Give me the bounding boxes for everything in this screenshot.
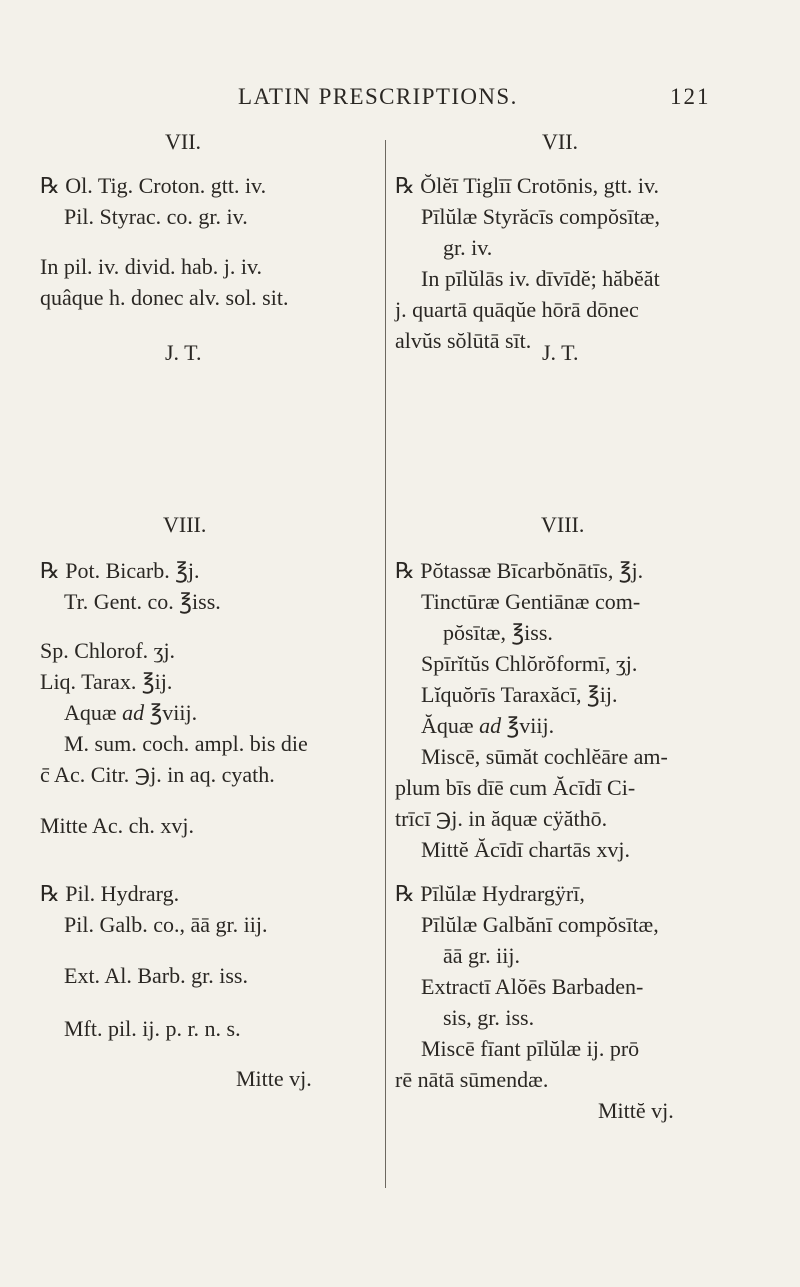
- right-vii-signature: J. T.: [542, 340, 579, 365]
- right-viii-line: Mittĕ vj.: [598, 1098, 674, 1123]
- right-viii-line: Pīlŭlæ Galbănī compŏsītæ,: [421, 912, 659, 937]
- right-viii-line: Miscē fīant pīlŭlæ ij. prō: [421, 1036, 640, 1061]
- left-viii-line: M. sum. coch. ampl. bis die: [64, 731, 308, 756]
- ad-word: ad: [122, 700, 145, 725]
- right-column: [386, 0, 800, 1287]
- left-vii-line: In pil. iv. divid. hab. j. iv.: [40, 254, 263, 279]
- quantity-text: ℥viij.: [506, 713, 555, 738]
- right-vii-line: ℞ Ŏlĕī Tiglīī Crotōnis, gtt. iv.: [395, 173, 660, 198]
- left-viii-line: c̄ Ac. Citr. ℈j. in aq. cyath.: [40, 762, 275, 787]
- right-viii-line: sis, gr. iss.: [443, 1005, 535, 1030]
- left-viii-line: Mitte vj.: [236, 1066, 312, 1091]
- right-vii-line: In pīlŭlās iv. dīvīdĕ; hăbĕăt: [421, 266, 660, 291]
- aquae-word: Ăquæ: [421, 713, 474, 738]
- right-viii-line: Spīrĭtŭs Chlŏrŏformī, ʒj.: [421, 651, 638, 676]
- right-viii-line: ℞ Pīlŭlæ Hydrargÿrī,: [395, 881, 585, 906]
- left-viii-line: [64, 699, 197, 726]
- right-vii-line: j. quartā quāqŭe hōrā dōnec: [395, 297, 639, 322]
- left-viii-line: Liq. Tarax. ℥ij.: [40, 669, 173, 694]
- left-viii-line: Ext. Al. Barb. gr. iss.: [64, 963, 248, 988]
- right-vii-line: alvŭs sŏlūtā sīt.: [395, 328, 532, 353]
- left-viii-line: Mft. pil. ij. p. r. n. s.: [64, 1016, 241, 1041]
- right-viii-line: Miscē, sūmăt cochlĕāre am-: [421, 744, 668, 769]
- left-viii-line: Pil. Galb. co., āā gr. iij.: [64, 912, 268, 937]
- running-title: LATIN PRESCRIPTIONS.: [238, 84, 518, 109]
- left-vii-line: ℞ Ol. Tig. Croton. gtt. iv.: [40, 173, 267, 198]
- right-viii-line: trīcī ℈j. in ăquæ cÿăthō.: [395, 806, 608, 831]
- page-number: 121: [670, 84, 711, 109]
- left-viii-line: Tr. Gent. co. ℥iss.: [64, 589, 221, 614]
- right-viii-line: Mittĕ Ăcīdī chartās xvj.: [421, 837, 630, 862]
- right-vii-line: gr. iv.: [443, 235, 493, 260]
- right-viii-line: Lĭquŏrīs Taraxăcī, ℥ij.: [421, 682, 618, 707]
- left-viii-line: ℞ Pil. Hydrarg.: [40, 881, 180, 906]
- right-viii-line: plum bīs dīē cum Ăcīdī Ci-: [395, 775, 636, 800]
- aquae-word: Aquæ: [64, 700, 117, 725]
- left-vii-line: quâque h. donec alv. sol. sit.: [40, 285, 289, 310]
- left-vii-heading: VII.: [165, 129, 202, 154]
- right-viii-line: Tinctūræ Gentiānæ com-: [421, 589, 641, 614]
- left-vii-line: Pil. Styrac. co. gr. iv.: [64, 204, 248, 229]
- ad-word: ad: [479, 713, 502, 738]
- left-viii-line: Mitte Ac. ch. xvj.: [40, 813, 194, 838]
- left-viii-line: ℞ Pot. Bicarb. ℥j.: [40, 558, 200, 583]
- right-viii-line: [421, 712, 554, 739]
- right-viii-heading: VIII.: [541, 512, 585, 537]
- right-vii-heading: VII.: [542, 129, 579, 154]
- left-column: [0, 0, 384, 1287]
- right-viii-line: rē nātā sūmendæ.: [395, 1067, 549, 1092]
- right-viii-line: āā gr. iij.: [443, 943, 520, 968]
- quantity-text: ℥viij.: [149, 700, 198, 725]
- left-vii-signature: J. T.: [165, 340, 202, 365]
- right-viii-line: ℞ Pŏtassæ Bīcarbŏnātīs, ℥j.: [395, 558, 644, 583]
- left-viii-line: Sp. Chlorof. ʒj.: [40, 638, 176, 663]
- right-viii-line: pŏsītæ, ℥iss.: [443, 620, 553, 645]
- right-vii-line: Pīlŭlæ Styrăcīs compŏsītæ,: [421, 204, 660, 229]
- left-viii-heading: VIII.: [163, 512, 207, 537]
- right-viii-line: Extractī Alŏēs Barbaden-: [421, 974, 644, 999]
